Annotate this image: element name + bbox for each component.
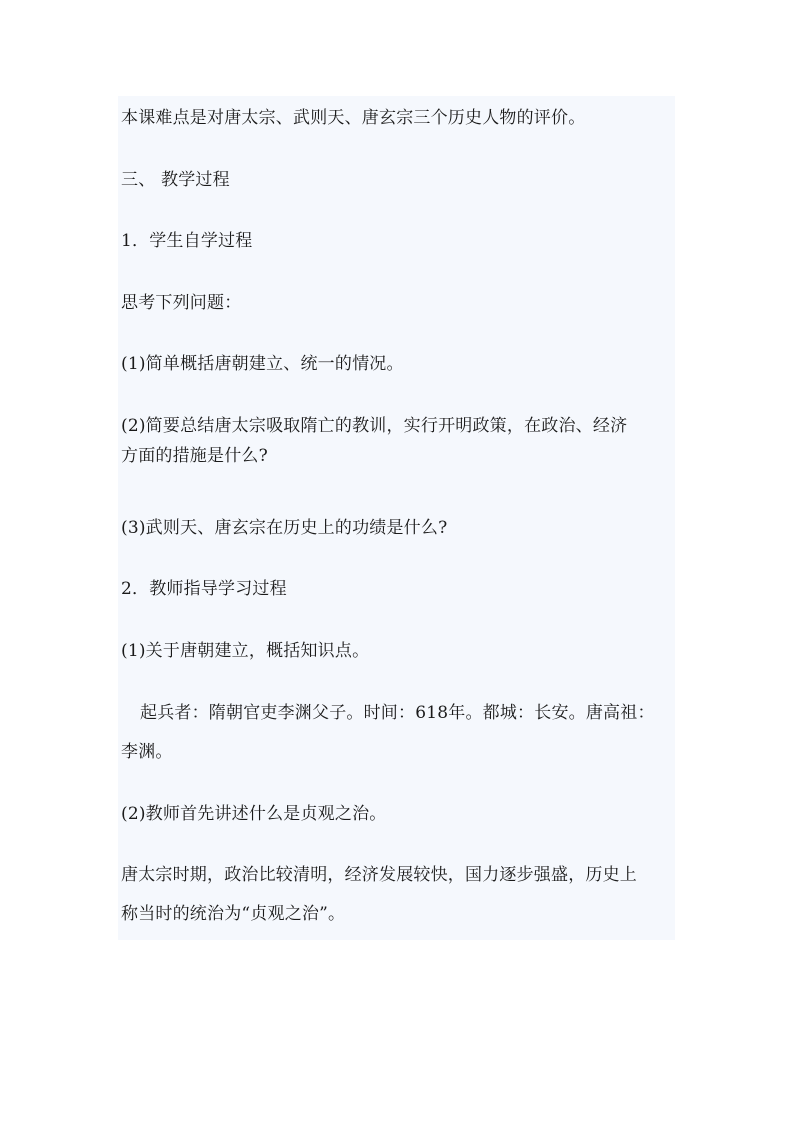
question-1: (1)简单概括唐朝建立、统一的情况。 bbox=[121, 354, 404, 374]
subheading-teacher-guidance: 2．教师指导学习过程 bbox=[121, 579, 287, 599]
founding-facts-line-2: 李渊。 bbox=[121, 742, 173, 762]
document-text-block bbox=[118, 96, 675, 940]
think-questions-label: 思考下列问题： bbox=[121, 293, 242, 313]
difficulty-sentence: 本课难点是对唐太宗、武则天、唐玄宗三个历史人物的评价。 bbox=[121, 108, 586, 128]
question-2-line-1: (2)简要总结唐太宗吸取隋亡的教训，实行开明政策，在政治、经济 bbox=[121, 416, 628, 436]
founding-facts-line-1: 起兵者：隋朝官吏李渊父子。时间：618年。都城：长安。唐高祖： bbox=[140, 703, 655, 723]
zhenguan-description-line-1: 唐太宗时期，政治比较清明，经济发展较快，国力逐步强盛，历史上 bbox=[121, 865, 637, 885]
tang-founding-point: (1)关于唐朝建立，概括知识点。 bbox=[121, 641, 370, 661]
question-3: (3)武则天、唐玄宗在历史上的功绩是什么? bbox=[121, 518, 448, 538]
zhenguan-description-line-2: 称当时的统治为“贞观之治”。 bbox=[121, 904, 346, 924]
zhenguan-intro: (2)教师首先讲述什么是贞观之治。 bbox=[121, 804, 387, 824]
subheading-student-self-study: 1．学生自学过程 bbox=[121, 231, 253, 251]
section-heading-teaching-process: 三、 教学过程 bbox=[121, 170, 230, 190]
question-2-line-2: 方面的措施是什么? bbox=[121, 446, 268, 466]
